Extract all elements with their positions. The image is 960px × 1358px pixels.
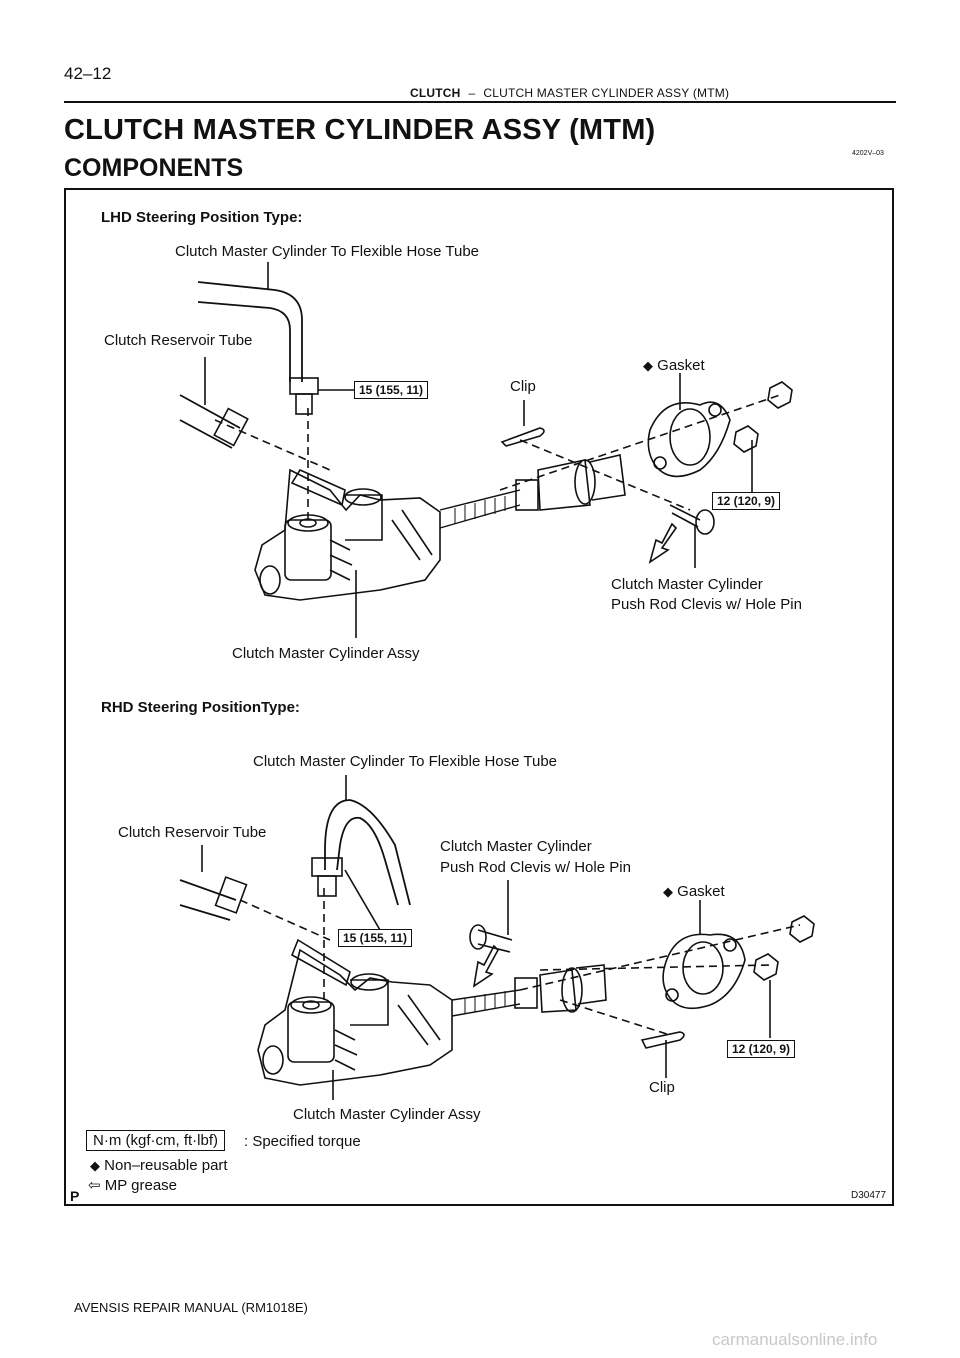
legend-non-reusable-text: Non–reusable part	[104, 1157, 228, 1174]
page-number: 42–12	[64, 64, 112, 83]
legend-non-reusable	[90, 1157, 228, 1175]
lhd-clip-label: Clip	[510, 378, 536, 395]
footer-manual-code: AVENSIS REPAIR MANUAL (RM1018E)	[74, 1300, 308, 1315]
rhd-torque-2: 12 (120, 9)	[727, 1040, 795, 1058]
subsection-name: CLUTCH MASTER CYLINDER ASSY (MTM)	[483, 86, 730, 100]
diamond-icon: ◆	[643, 358, 653, 373]
diamond-icon: ◆	[663, 884, 673, 899]
lhd-torque-2: 12 (120, 9)	[712, 492, 780, 510]
lhd-reservoir-tube-label: Clutch Reservoir Tube	[104, 332, 253, 349]
lhd-header: LHD Steering Position Type:	[101, 209, 303, 226]
figure-corner-mark: P	[70, 1188, 80, 1204]
grease-arrow-icon: ⇦	[88, 1177, 101, 1194]
rhd-header: RHD Steering PositionType:	[101, 699, 300, 716]
lhd-pin-label-line2: Push Rod Clevis w/ Hole Pin	[611, 596, 802, 613]
separator: –	[468, 86, 476, 100]
watermark: carmanualsonline.info	[712, 1330, 878, 1349]
rhd-gasket-label	[663, 883, 725, 901]
legend-grease-text: MP grease	[104, 1177, 178, 1194]
section-heading: COMPONENTS	[64, 154, 244, 182]
lhd-assy-label: Clutch Master Cylinder Assy	[232, 645, 420, 662]
legend-torque-desc: : Specified torque	[244, 1133, 361, 1150]
rhd-clip-label: Clip	[649, 1079, 675, 1096]
lhd-hose-tube-label: Clutch Master Cylinder To Flexible Hose Tube	[175, 243, 480, 260]
page-title: CLUTCH MASTER CYLINDER ASSY (MTM)	[64, 114, 656, 146]
rhd-pin-label-line1: Clutch Master Cylinder	[440, 838, 592, 855]
legend-torque-unit: N·m (kgf·cm, ft·lbf)	[86, 1130, 225, 1151]
lhd-torque-1: 15 (155, 11)	[354, 381, 428, 399]
rhd-assy-label: Clutch Master Cylinder Assy	[293, 1106, 481, 1123]
lhd-pin-label-line1: Clutch Master Cylinder	[611, 576, 763, 593]
diamond-icon: ◆	[90, 1158, 100, 1173]
rhd-reservoir-tube-label: Clutch Reservoir Tube	[118, 824, 267, 841]
legend-grease	[88, 1177, 177, 1195]
rhd-pin-label-line2: Push Rod Clevis w/ Hole Pin	[440, 859, 631, 876]
rhd-gasket-text: Gasket	[677, 883, 725, 900]
rhd-hose-tube-label: Clutch Master Cylinder To Flexible Hose Tube	[253, 753, 558, 770]
doc-code: 4202V–03	[852, 150, 884, 157]
section-name: CLUTCH	[410, 86, 461, 100]
lhd-gasket-text: Gasket	[657, 357, 705, 374]
lhd-gasket-label	[643, 357, 705, 375]
figure-id: D30477	[851, 1190, 887, 1201]
rhd-torque-1: 15 (155, 11)	[338, 929, 412, 947]
